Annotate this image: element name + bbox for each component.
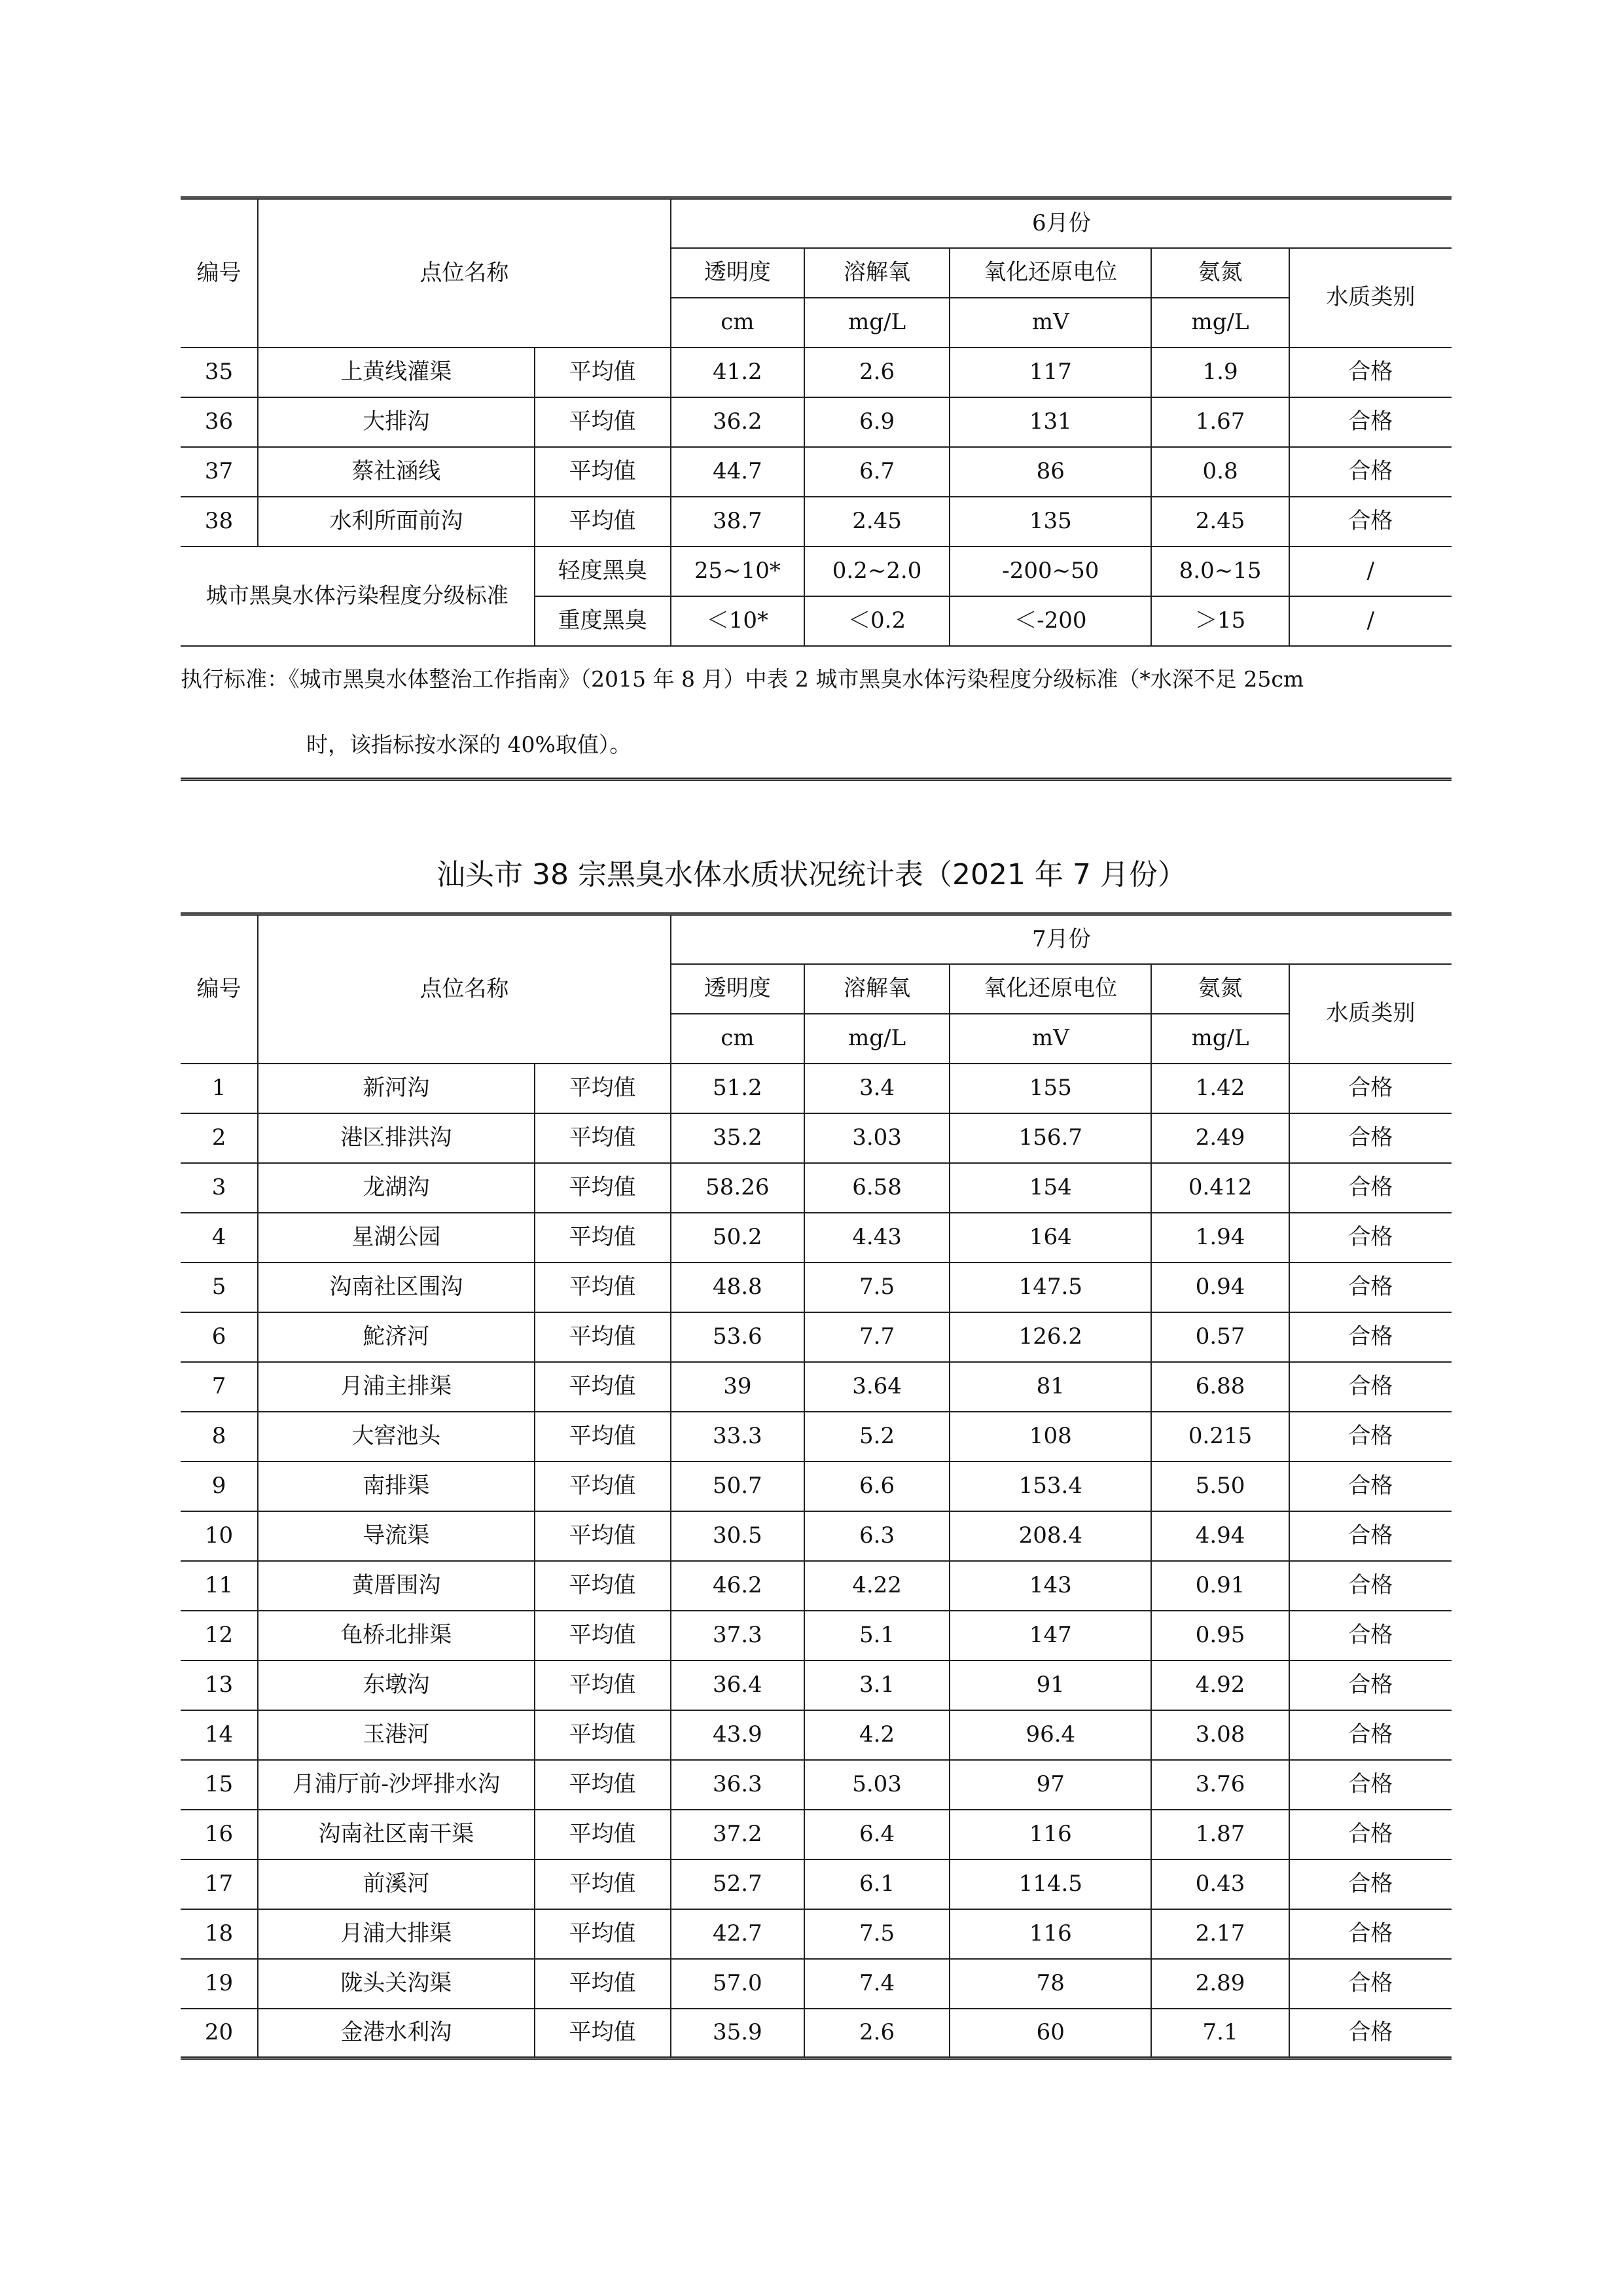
orp-value: 91 bbox=[950, 1660, 1151, 1710]
ammonia-value: 0.95 bbox=[1151, 1611, 1289, 1660]
quality-value: 合格 bbox=[1289, 1064, 1452, 1113]
table-row bbox=[181, 1412, 1452, 1462]
standard-label: 城市黑臭水体污染程度分级标准 bbox=[181, 547, 535, 646]
quality-value: 合格 bbox=[1289, 1312, 1452, 1362]
orp-value: 154 bbox=[950, 1163, 1151, 1213]
orp-value: 156.7 bbox=[950, 1113, 1151, 1163]
table-cell: 8.0~15 bbox=[1151, 547, 1289, 596]
dissolved-oxygen-value: 6.7 bbox=[804, 447, 950, 497]
ammonia-value: 0.412 bbox=[1151, 1163, 1289, 1213]
dissolved-oxygen-value: 5.2 bbox=[804, 1412, 950, 1462]
table-row bbox=[181, 1263, 1452, 1312]
table-cell: 0.2~2.0 bbox=[804, 547, 950, 596]
stat-label: 平均值 bbox=[535, 1312, 671, 1362]
row-id: 36 bbox=[181, 397, 258, 447]
row-id: 20 bbox=[181, 2009, 258, 2058]
site-name: 东墩沟 bbox=[258, 1660, 534, 1710]
stat-label: 平均值 bbox=[535, 1909, 671, 1959]
table-row bbox=[181, 1611, 1452, 1660]
quality-value: 合格 bbox=[1289, 1859, 1452, 1909]
quality-value: 合格 bbox=[1289, 1511, 1452, 1561]
dissolved-oxygen-value: 7.7 bbox=[804, 1312, 950, 1362]
orp-value: 126.2 bbox=[950, 1312, 1151, 1362]
stat-label: 平均值 bbox=[535, 447, 671, 497]
row-id: 13 bbox=[181, 1660, 258, 1710]
transparency-value: 36.2 bbox=[671, 397, 804, 447]
table-row bbox=[181, 2009, 1452, 2058]
july-water-quality-table bbox=[181, 912, 1452, 2060]
table-row bbox=[181, 348, 1452, 397]
ammonia-value: 4.92 bbox=[1151, 1660, 1289, 1710]
site-name: 上黄线灌渠 bbox=[258, 348, 534, 397]
row-id: 14 bbox=[181, 1710, 258, 1760]
ammonia-value: 3.76 bbox=[1151, 1760, 1289, 1810]
june-rows bbox=[181, 348, 1452, 547]
table-row bbox=[181, 1710, 1452, 1760]
header-param-ammonia: 氨氮 bbox=[1151, 248, 1289, 298]
row-id: 37 bbox=[181, 447, 258, 497]
header-unit: mV bbox=[950, 1014, 1151, 1064]
orp-value: 116 bbox=[950, 1909, 1151, 1959]
table-row bbox=[181, 1859, 1452, 1909]
transparency-value: 39 bbox=[671, 1362, 804, 1412]
ammonia-value: 4.94 bbox=[1151, 1511, 1289, 1561]
row-id: 5 bbox=[181, 1263, 258, 1312]
row-id: 8 bbox=[181, 1412, 258, 1462]
stat-label: 平均值 bbox=[535, 1760, 671, 1810]
june-water-quality-table bbox=[181, 196, 1452, 781]
quality-value: 合格 bbox=[1289, 1412, 1452, 1462]
standard-note bbox=[181, 646, 1452, 780]
ammonia-value: 5.50 bbox=[1151, 1462, 1289, 1511]
quality-value: 合格 bbox=[1289, 1660, 1452, 1710]
table-row bbox=[181, 1511, 1452, 1561]
ammonia-value: 1.94 bbox=[1151, 1213, 1289, 1263]
orp-value: 208.4 bbox=[950, 1511, 1151, 1561]
table-cell: ＞15 bbox=[1151, 596, 1289, 646]
dissolved-oxygen-value: 7.5 bbox=[804, 1909, 950, 1959]
stat-label: 平均值 bbox=[535, 397, 671, 447]
site-name: 龙湖沟 bbox=[258, 1163, 534, 1213]
orp-value: 114.5 bbox=[950, 1859, 1151, 1909]
ammonia-value: 0.43 bbox=[1151, 1859, 1289, 1909]
stat-label: 平均值 bbox=[535, 1710, 671, 1760]
note-line-1: 执行标准：《城市黑臭水体整治工作指南》（2015 年 8 月）中表 2 城市黑臭水体污染程度分级标准（*水深不足 25cm bbox=[181, 666, 1304, 692]
header-param-transparency: 透明度 bbox=[671, 964, 804, 1014]
header-quality: 水质类别 bbox=[1289, 964, 1452, 1064]
orp-value: 155 bbox=[950, 1064, 1151, 1113]
table-row bbox=[181, 497, 1452, 547]
site-name: 大排沟 bbox=[258, 397, 534, 447]
transparency-value: 58.26 bbox=[671, 1163, 804, 1213]
table-row bbox=[181, 1163, 1452, 1213]
quality-value: 合格 bbox=[1289, 497, 1452, 547]
row-id: 7 bbox=[181, 1362, 258, 1412]
quality-value: 合格 bbox=[1289, 1213, 1452, 1263]
site-name: 南排渠 bbox=[258, 1462, 534, 1511]
standard-light-row bbox=[181, 547, 1452, 596]
site-name: 月浦厅前-沙坪排水沟 bbox=[258, 1760, 534, 1810]
quality-value: 合格 bbox=[1289, 1909, 1452, 1959]
orp-value: 81 bbox=[950, 1362, 1151, 1412]
table-row bbox=[181, 447, 1452, 497]
transparency-value: 41.2 bbox=[671, 348, 804, 397]
dissolved-oxygen-value: 2.45 bbox=[804, 497, 950, 547]
header-unit: cm bbox=[671, 298, 804, 348]
dissolved-oxygen-value: 4.2 bbox=[804, 1710, 950, 1760]
orp-value: 108 bbox=[950, 1412, 1151, 1462]
ammonia-value: 2.45 bbox=[1151, 497, 1289, 547]
stat-label: 平均值 bbox=[535, 1113, 671, 1163]
july-rows bbox=[181, 1064, 1452, 2058]
dissolved-oxygen-value: 5.1 bbox=[804, 1611, 950, 1660]
table-row bbox=[181, 1362, 1452, 1412]
transparency-value: 37.3 bbox=[671, 1611, 804, 1660]
stat-label: 平均值 bbox=[535, 1163, 671, 1213]
site-name: 蔡社涵线 bbox=[258, 447, 534, 497]
site-name: 星湖公园 bbox=[258, 1213, 534, 1263]
site-name: 月浦主排渠 bbox=[258, 1362, 534, 1412]
row-id: 2 bbox=[181, 1113, 258, 1163]
table-row bbox=[181, 1660, 1452, 1710]
stat-label: 平均值 bbox=[535, 1462, 671, 1511]
table-row bbox=[181, 1113, 1452, 1163]
table-row bbox=[181, 1462, 1452, 1511]
row-id: 9 bbox=[181, 1462, 258, 1511]
orp-value: 147 bbox=[950, 1611, 1151, 1660]
standard-level-light: 轻度黑臭 bbox=[535, 547, 671, 596]
stat-label: 平均值 bbox=[535, 1660, 671, 1710]
header-unit: mg/L bbox=[1151, 1014, 1289, 1064]
row-id: 1 bbox=[181, 1064, 258, 1113]
site-name: 大窖池头 bbox=[258, 1412, 534, 1462]
orp-value: 143 bbox=[950, 1561, 1151, 1611]
table-cell: 25~10* bbox=[671, 547, 804, 596]
header-id: 编号 bbox=[181, 914, 258, 1064]
site-name: 前溪河 bbox=[258, 1859, 534, 1909]
header-unit: mg/L bbox=[1151, 298, 1289, 348]
quality-value: 合格 bbox=[1289, 1710, 1452, 1760]
dissolved-oxygen-value: 6.58 bbox=[804, 1163, 950, 1213]
orp-value: 96.4 bbox=[950, 1710, 1151, 1760]
quality-value: 合格 bbox=[1289, 1362, 1452, 1412]
ammonia-value: 1.9 bbox=[1151, 348, 1289, 397]
page-title: 汕头市 38 宗黑臭水体水质状况统计表（2021 年 7 月份） bbox=[437, 858, 1186, 891]
stat-label: 平均值 bbox=[535, 1959, 671, 2009]
table-row bbox=[181, 1561, 1452, 1611]
transparency-value: 51.2 bbox=[671, 1064, 804, 1113]
stat-label: 平均值 bbox=[535, 1064, 671, 1113]
dissolved-oxygen-value: 2.6 bbox=[804, 348, 950, 397]
header-param-orp: 氧化还原电位 bbox=[950, 964, 1151, 1014]
header-unit: mg/L bbox=[804, 1014, 950, 1064]
stat-label: 平均值 bbox=[535, 1362, 671, 1412]
quality-value: 合格 bbox=[1289, 1760, 1452, 1810]
table-row bbox=[181, 1959, 1452, 2009]
table-cell: ＜-200 bbox=[950, 596, 1151, 646]
header-param-dissolved-oxygen: 溶解氧 bbox=[804, 248, 950, 298]
row-id: 38 bbox=[181, 497, 258, 547]
ammonia-value: 0.215 bbox=[1151, 1412, 1289, 1462]
transparency-value: 52.7 bbox=[671, 1859, 804, 1909]
site-name: 玉港河 bbox=[258, 1710, 534, 1760]
ammonia-value: 7.1 bbox=[1151, 2009, 1289, 2058]
ammonia-value: 0.8 bbox=[1151, 447, 1289, 497]
stat-label: 平均值 bbox=[535, 348, 671, 397]
transparency-value: 35.2 bbox=[671, 1113, 804, 1163]
stat-label: 平均值 bbox=[535, 1412, 671, 1462]
transparency-value: 48.8 bbox=[671, 1263, 804, 1312]
dissolved-oxygen-value: 3.64 bbox=[804, 1362, 950, 1412]
dissolved-oxygen-value: 2.6 bbox=[804, 2009, 950, 2058]
orp-value: 147.5 bbox=[950, 1263, 1151, 1312]
site-name: 陇头关沟渠 bbox=[258, 1959, 534, 2009]
row-id: 17 bbox=[181, 1859, 258, 1909]
table-row bbox=[181, 1064, 1452, 1113]
ammonia-value: 0.94 bbox=[1151, 1263, 1289, 1312]
table-cell: / bbox=[1289, 596, 1452, 646]
orp-value: 131 bbox=[950, 397, 1151, 447]
orp-value: 97 bbox=[950, 1760, 1151, 1810]
quality-value: 合格 bbox=[1289, 348, 1452, 397]
site-name: 月浦大排渠 bbox=[258, 1909, 534, 1959]
ammonia-value: 2.49 bbox=[1151, 1113, 1289, 1163]
dissolved-oxygen-value: 6.4 bbox=[804, 1810, 950, 1859]
row-id: 10 bbox=[181, 1511, 258, 1561]
row-id: 6 bbox=[181, 1312, 258, 1362]
note-line-2: 时，该指标按水深的 40%取值）。 bbox=[306, 731, 632, 757]
row-id: 35 bbox=[181, 348, 258, 397]
dissolved-oxygen-value: 4.43 bbox=[804, 1213, 950, 1263]
quality-value: 合格 bbox=[1289, 1611, 1452, 1660]
header-quality: 水质类别 bbox=[1289, 248, 1452, 348]
table-row bbox=[181, 1909, 1452, 1959]
transparency-value: 43.9 bbox=[671, 1710, 804, 1760]
transparency-value: 42.7 bbox=[671, 1909, 804, 1959]
header-param-transparency: 透明度 bbox=[671, 248, 804, 298]
site-name: 黄厝围沟 bbox=[258, 1561, 534, 1611]
quality-value: 合格 bbox=[1289, 1462, 1452, 1511]
header-unit: mg/L bbox=[804, 298, 950, 348]
dissolved-oxygen-value: 7.5 bbox=[804, 1263, 950, 1312]
dissolved-oxygen-value: 5.03 bbox=[804, 1760, 950, 1810]
table-cell: -200~50 bbox=[950, 547, 1151, 596]
quality-value: 合格 bbox=[1289, 1561, 1452, 1611]
table-cell: ＜0.2 bbox=[804, 596, 950, 646]
row-id: 16 bbox=[181, 1810, 258, 1859]
table-row bbox=[181, 1810, 1452, 1859]
site-name: 水利所面前沟 bbox=[258, 497, 534, 547]
table-cell: / bbox=[1289, 547, 1452, 596]
ammonia-value: 0.57 bbox=[1151, 1312, 1289, 1362]
dissolved-oxygen-value: 6.1 bbox=[804, 1859, 950, 1909]
orp-value: 86 bbox=[950, 447, 1151, 497]
orp-value: 135 bbox=[950, 497, 1151, 547]
transparency-value: 35.9 bbox=[671, 2009, 804, 2058]
dissolved-oxygen-value: 7.4 bbox=[804, 1959, 950, 2009]
header-param-orp: 氧化还原电位 bbox=[950, 248, 1151, 298]
ammonia-value: 6.88 bbox=[1151, 1362, 1289, 1412]
site-name: 鮀济河 bbox=[258, 1312, 534, 1362]
header-id: 编号 bbox=[181, 198, 258, 348]
standard-note-row bbox=[181, 646, 1452, 780]
transparency-value: 36.4 bbox=[671, 1660, 804, 1710]
header-month: 7月份 bbox=[671, 914, 1452, 964]
table-row bbox=[181, 1312, 1452, 1362]
table-row bbox=[181, 397, 1452, 447]
stat-label: 平均值 bbox=[535, 1263, 671, 1312]
quality-value: 合格 bbox=[1289, 447, 1452, 497]
stat-label: 平均值 bbox=[535, 1213, 671, 1263]
header-param-dissolved-oxygen: 溶解氧 bbox=[804, 964, 950, 1014]
orp-value: 164 bbox=[950, 1213, 1151, 1263]
ammonia-value: 2.17 bbox=[1151, 1909, 1289, 1959]
ammonia-value: 0.91 bbox=[1151, 1561, 1289, 1611]
quality-value: 合格 bbox=[1289, 1113, 1452, 1163]
quality-value: 合格 bbox=[1289, 1263, 1452, 1312]
dissolved-oxygen-value: 3.03 bbox=[804, 1113, 950, 1163]
ammonia-value: 1.42 bbox=[1151, 1064, 1289, 1113]
stat-label: 平均值 bbox=[535, 1561, 671, 1611]
transparency-value: 37.2 bbox=[671, 1810, 804, 1859]
orp-value: 60 bbox=[950, 2009, 1151, 2058]
row-id: 4 bbox=[181, 1213, 258, 1263]
row-id: 18 bbox=[181, 1909, 258, 1959]
table-row bbox=[181, 1213, 1452, 1263]
transparency-value: 38.7 bbox=[671, 497, 804, 547]
transparency-value: 36.3 bbox=[671, 1760, 804, 1810]
site-name: 港区排洪沟 bbox=[258, 1113, 534, 1163]
header-param-ammonia: 氨氮 bbox=[1151, 964, 1289, 1014]
site-name: 新河沟 bbox=[258, 1064, 534, 1113]
transparency-value: 46.2 bbox=[671, 1561, 804, 1611]
transparency-value: 44.7 bbox=[671, 447, 804, 497]
dissolved-oxygen-value: 6.3 bbox=[804, 1511, 950, 1561]
header-unit: cm bbox=[671, 1014, 804, 1064]
orp-value: 117 bbox=[950, 348, 1151, 397]
stat-label: 平均值 bbox=[535, 1859, 671, 1909]
site-name: 龟桥北排渠 bbox=[258, 1611, 534, 1660]
ammonia-value: 1.87 bbox=[1151, 1810, 1289, 1859]
transparency-value: 57.0 bbox=[671, 1959, 804, 2009]
ammonia-value: 3.08 bbox=[1151, 1710, 1289, 1760]
table-cell: ＜10* bbox=[671, 596, 804, 646]
transparency-value: 50.2 bbox=[671, 1213, 804, 1263]
stat-label: 平均值 bbox=[535, 1611, 671, 1660]
site-name: 沟南社区南干渠 bbox=[258, 1810, 534, 1859]
stat-label: 平均值 bbox=[535, 497, 671, 547]
quality-value: 合格 bbox=[1289, 1810, 1452, 1859]
quality-value: 合格 bbox=[1289, 1959, 1452, 2009]
row-id: 15 bbox=[181, 1760, 258, 1810]
site-name: 导流渠 bbox=[258, 1511, 534, 1561]
stat-label: 平均值 bbox=[535, 1511, 671, 1561]
transparency-value: 30.5 bbox=[671, 1511, 804, 1561]
ammonia-value: 2.89 bbox=[1151, 1959, 1289, 2009]
row-id: 3 bbox=[181, 1163, 258, 1213]
dissolved-oxygen-value: 3.4 bbox=[804, 1064, 950, 1113]
dissolved-oxygen-value: 3.1 bbox=[804, 1660, 950, 1710]
ammonia-value: 1.67 bbox=[1151, 397, 1289, 447]
table-row bbox=[181, 1760, 1452, 1810]
dissolved-oxygen-value: 6.9 bbox=[804, 397, 950, 447]
row-id: 11 bbox=[181, 1561, 258, 1611]
standard-level-heavy: 重度黑臭 bbox=[535, 596, 671, 646]
header-month: 6月份 bbox=[671, 198, 1452, 248]
transparency-value: 50.7 bbox=[671, 1462, 804, 1511]
header-unit: mV bbox=[950, 298, 1151, 348]
quality-value: 合格 bbox=[1289, 1163, 1452, 1213]
header-site-name: 点位名称 bbox=[258, 198, 671, 348]
stat-label: 平均值 bbox=[535, 2009, 671, 2058]
dissolved-oxygen-value: 6.6 bbox=[804, 1462, 950, 1511]
transparency-value: 53.6 bbox=[671, 1312, 804, 1362]
row-id: 12 bbox=[181, 1611, 258, 1660]
orp-value: 116 bbox=[950, 1810, 1151, 1859]
transparency-value: 33.3 bbox=[671, 1412, 804, 1462]
row-id: 19 bbox=[181, 1959, 258, 2009]
orp-value: 153.4 bbox=[950, 1462, 1151, 1511]
dissolved-oxygen-value: 4.22 bbox=[804, 1561, 950, 1611]
stat-label: 平均值 bbox=[535, 1810, 671, 1859]
site-name: 金港水利沟 bbox=[258, 2009, 534, 2058]
header-site-name: 点位名称 bbox=[258, 914, 671, 1064]
orp-value: 78 bbox=[950, 1959, 1151, 2009]
quality-value: 合格 bbox=[1289, 397, 1452, 447]
site-name: 沟南社区围沟 bbox=[258, 1263, 534, 1312]
quality-value: 合格 bbox=[1289, 2009, 1452, 2058]
